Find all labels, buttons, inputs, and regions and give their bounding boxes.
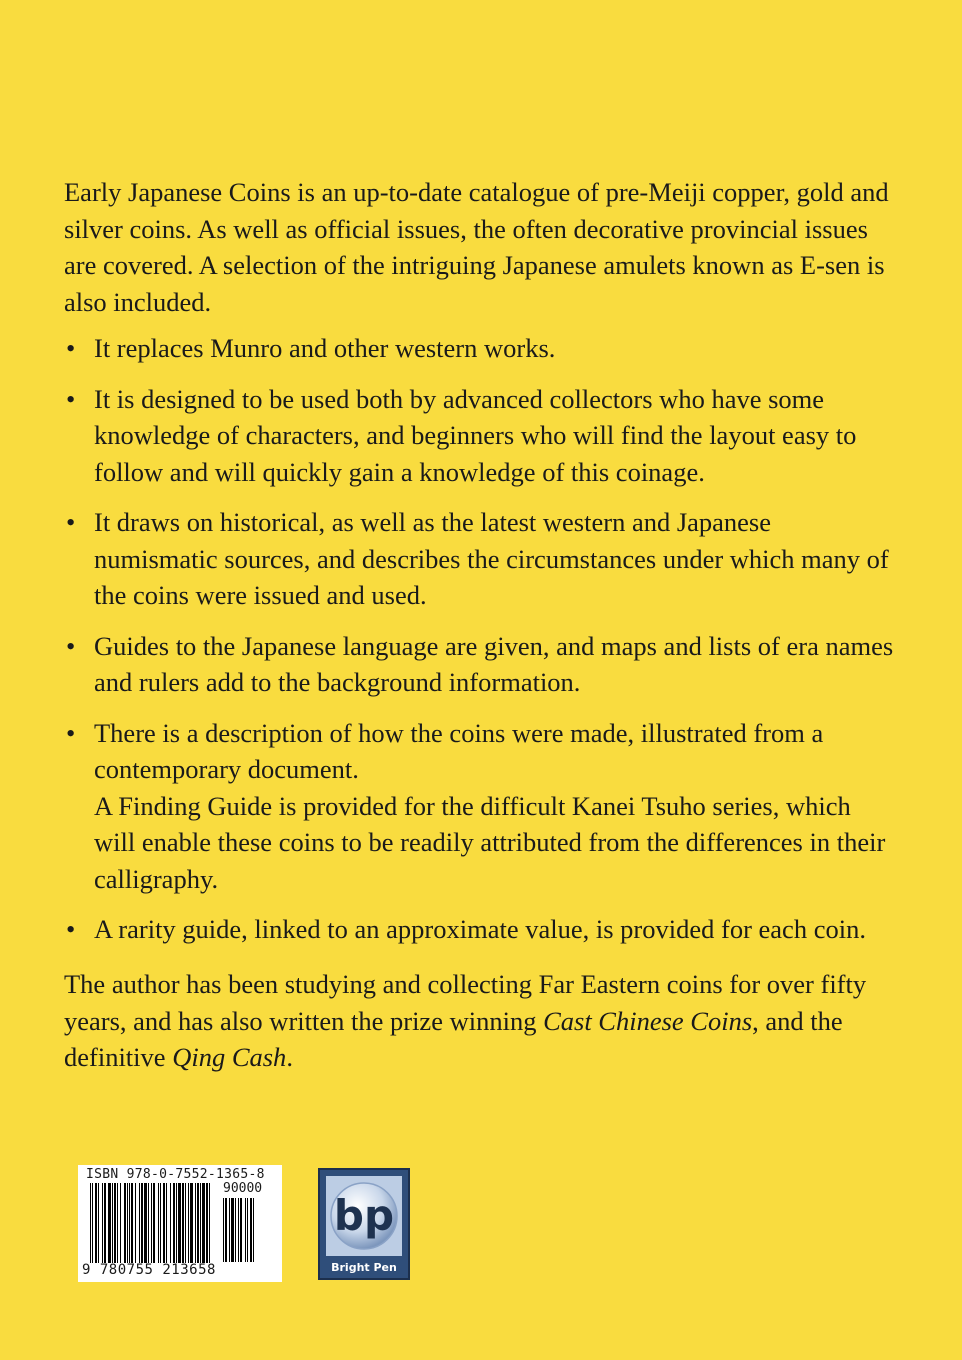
bullet-icon: • [66, 333, 76, 363]
book-title-qing-cash: Qing Cash [172, 1042, 287, 1072]
publisher-name: Bright Pen [331, 1261, 397, 1274]
author-paragraph [64, 966, 894, 1076]
intro-paragraph: Early Japanese Coins is an up-to-date catalogue of pre-Meiji copper, gold and silver coins. As well as official issues, the often decorative provincial issues are covered. A selection of the intriguing Japanese amulets known as E-sen is also included. [64, 177, 889, 317]
addon-barcode-icon [223, 1198, 275, 1262]
list-item-text: A rarity guide, linked to an approximate value, is provided for each coin. [94, 914, 866, 944]
list-item [64, 628, 894, 701]
author-text-2: , and the definitive [64, 1005, 843, 1072]
author-text-3: . [286, 1042, 293, 1072]
list-item-text: Guides to the Japanese language are given, and maps and lists of era names and rulers add to the background information. [94, 630, 894, 697]
list-item-text: It replaces Munro and other western works. [94, 333, 556, 363]
list-item-text: It draws on historical, as well as the latest western and Japanese numismatic sources, and describes the circumstances under which many of the coins were issued and used. [94, 507, 889, 610]
list-item [64, 330, 894, 367]
feature-list [64, 330, 894, 962]
isbn-barcode [78, 1165, 282, 1282]
book-title-cast-chinese-coins: Cast Chinese Coins [543, 1005, 753, 1036]
list-item [64, 504, 894, 614]
list-item-extra-text: A Finding Guide is provided for the difficult Kanei Tsuho series, which will enable these coins to be readily attributed from the differences in their calligraphy. [94, 790, 886, 894]
bullet-icon: • [66, 507, 76, 537]
logo-letters: bp [333, 1191, 395, 1240]
bullet-icon: • [66, 717, 76, 748]
author-text-1: The author has been studying and collecting Far Eastern coins for over fifty years, and has also written the prize winning [64, 969, 867, 1036]
list-item-text: It is designed to be used both by advanced collectors who have some knowledge of characters, and beginners who will find the layout easy to follow and will quickly gain a knowledge of this coinage. [94, 383, 857, 487]
bullet-icon: • [66, 630, 76, 661]
price-addon-label: 90000 [223, 1181, 263, 1196]
list-item-text: There is a description of how the coins were made, illustrated from a contemporary document. [94, 717, 824, 784]
list-item [64, 911, 894, 948]
barcode-icon [90, 1183, 218, 1263]
ean-number: 9 780755 213658 [82, 1262, 216, 1278]
bp-logo-icon [326, 1176, 402, 1256]
list-item [64, 381, 894, 491]
bullet-icon: • [66, 383, 76, 414]
bullet-icon: • [66, 914, 76, 944]
logo-panel [326, 1176, 402, 1256]
isbn-label: ISBN 978-0-7552-1365-8 [86, 1167, 265, 1182]
list-item [64, 715, 894, 898]
publisher-logo [318, 1168, 410, 1280]
